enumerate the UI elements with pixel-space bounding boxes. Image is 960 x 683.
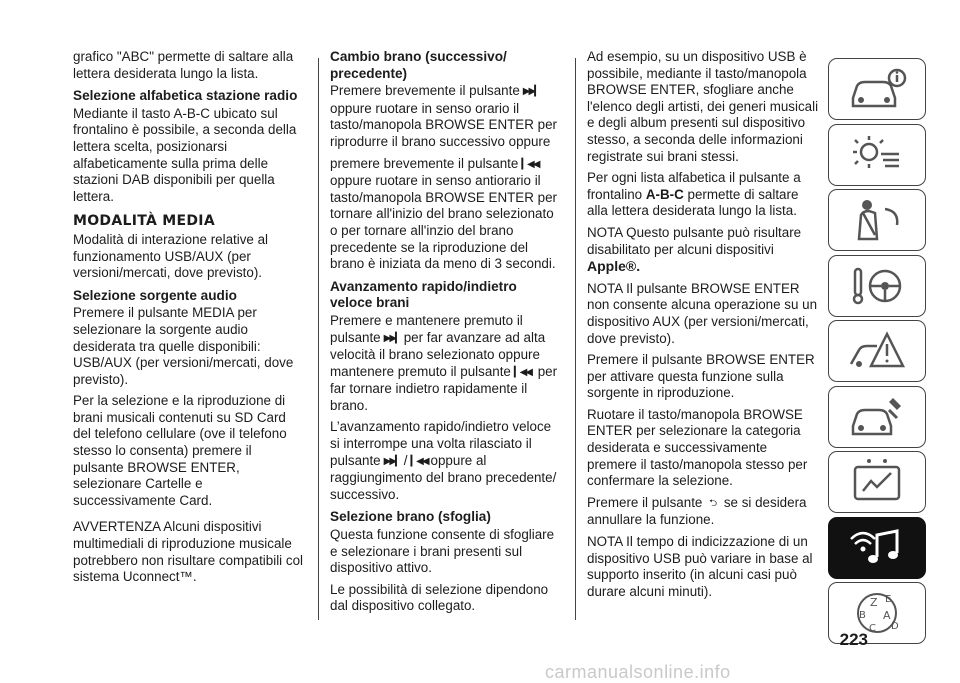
warning-triangle-car-icon xyxy=(845,326,909,376)
previous-track-icon: ▎◀◀ xyxy=(410,455,428,467)
car-info-icon xyxy=(845,64,909,114)
text: Premere e mantenere premuto il xyxy=(330,312,523,328)
previous-track-icon: ▎◀◀ xyxy=(513,366,531,378)
text: pulsante xyxy=(330,329,381,345)
svg-text:D: D xyxy=(891,621,899,632)
paragraph: grafico "ABC" permette di saltare alla lettera desiderata lungo la lista. xyxy=(73,49,294,81)
paragraph: NOTA Il tempo di indicizzazione di un dispositivo USB può variare in base al supporto inserito (in alcuni casi può durare alcuni minuti). xyxy=(587,534,813,599)
paragraph: Premere il pulsante MEDIA per selezionare la sorgente audio desiderata tra quelle disponibili: USB/AUX (per versioni/mercati, dove previsto). xyxy=(73,305,294,387)
steering-wheel-key-icon xyxy=(845,261,909,311)
text: oppure ruotare in senso orario il tasto/manopola BROWSE ENTER per riprodurre il brano successivo oppure xyxy=(330,100,557,149)
tab-multimedia[interactable] xyxy=(828,517,926,579)
text: Premere brevemente il pulsante xyxy=(330,83,520,99)
heading-avanzamento-rapido: Avanzamento rapido/indietro veloce brani xyxy=(330,278,517,311)
text-column-3 xyxy=(587,49,819,605)
paragraph: Modalità di interazione relative al funzionamento USB/AUX (per versioni/mercati, dove previsto). xyxy=(73,231,269,281)
column-divider xyxy=(318,58,319,620)
heading-selezione-sorgente: Selezione sorgente audio xyxy=(73,287,237,303)
paragraph xyxy=(587,170,819,220)
svg-text:E: E xyxy=(885,594,892,605)
text: L’avanzamento rapido/indietro veloce si interrompe una volta xyxy=(330,419,552,452)
seatbelt-airbag-icon xyxy=(845,195,909,245)
tab-technical-data[interactable] xyxy=(828,451,926,513)
svg-text:A: A xyxy=(883,609,891,622)
tab-emergency[interactable] xyxy=(828,320,926,382)
abc-key-label: A-B-C xyxy=(645,186,684,202)
paragraph: Ad esempio, su un dispositivo USB è possibile, mediante il tasto/manopola BROWSE ENTER, sfogliare anche l'elenco degli artisti, dei generi musicali e degli album presenti sul dispositivo stesso, a seconda delle informazioni registrate sui brani stessi. xyxy=(587,49,819,164)
text: NOTA Questo pulsante può risultare disabilitato per alcuni dispositivi xyxy=(587,224,802,257)
svg-text:C: C xyxy=(869,623,876,634)
heading-selezione-alfabetica: Selezione alfabetica stazione radio xyxy=(73,88,298,104)
tab-dashboard[interactable] xyxy=(828,58,926,120)
text: permette di saltare alla lettera desiderata lungo la lista. xyxy=(587,186,799,219)
tab-lights[interactable] xyxy=(828,124,926,186)
svg-text:B: B xyxy=(859,610,866,621)
paragraph xyxy=(330,83,562,150)
next-track-icon: ▶▶▎ xyxy=(522,86,540,98)
tab-maintenance[interactable] xyxy=(828,386,926,448)
paragraph xyxy=(587,495,819,529)
paragraph: Mediante il tasto A-B-C ubicato sul frontalino è possibile, a seconda della lettera scelta, posizionarsi alfabeticamente sulla prima delle stazioni DAB disponibili per quella lettera. xyxy=(73,105,297,204)
chapter-tabs xyxy=(828,58,926,648)
multimedia-note-icon xyxy=(845,523,909,573)
text: oppure ruotare in senso antiorario il tasto/manopola BROWSE ENTER per tornare all'inizio del brano selezionato o per tornare all'inzio del brano precedente se la riproduzione del brano è iniziata da meno di 3 secondi. xyxy=(330,173,557,272)
text: oppure al raggiungimento del brano precedente/ successivo. xyxy=(330,452,557,502)
heading-cambio-brano: Cambio brano (successivo/ precedente) xyxy=(330,49,507,81)
text: rilasciato il pulsante xyxy=(330,436,532,468)
tab-safety[interactable] xyxy=(828,189,926,251)
page-number: 223 xyxy=(839,630,868,649)
text: / xyxy=(403,452,408,468)
paragraph: Le possibilità di selezione dipendono dal dispositivo collegato. xyxy=(330,581,549,614)
technical-data-icon xyxy=(845,457,909,507)
previous-track-icon: ▎◀◀ xyxy=(521,158,539,170)
paragraph xyxy=(330,156,562,273)
avvertenza-note: AVVERTENZA Alcuni dispositivi multimediali di riproduzione musicale potrebbero non risultare compatibili col sistema Uconnect™. xyxy=(73,519,303,585)
car-maintenance-icon xyxy=(845,392,909,442)
next-track-icon: ▶▶▎ xyxy=(383,332,401,344)
paragraph xyxy=(587,225,819,276)
column-divider xyxy=(575,58,576,620)
paragraph: Ruotare il tasto/manopola BROWSE ENTER per selezionare la categoria desiderata e successivamente premere il tasto/manopola stesso per confermare la selezione. xyxy=(587,406,808,489)
paragraph: Premere il pulsante BROWSE ENTER per attivare questa funzione sulla sorgente in riproduzione. xyxy=(587,352,815,401)
svg-text:Z: Z xyxy=(870,596,878,609)
next-track-icon: ▶▶▎ xyxy=(383,455,401,467)
text: premere brevemente il pulsante xyxy=(330,155,519,171)
text: mantenere premuto il pulsante xyxy=(330,363,511,379)
apple-label: Apple®. xyxy=(587,258,641,275)
paragraph xyxy=(330,313,562,415)
back-icon: ⮌ xyxy=(709,497,718,509)
text: se si desidera annullare la funzione. xyxy=(587,494,807,528)
paragraph: Per la selezione e la riproduzione di brani musicali contenuti su SD Card del telefono cellulare (ove il telefono stesso lo consenta) premere il pulsante BROWSE ENTER, selezionare Cartelle e successivamente Card. xyxy=(73,393,287,508)
text-column-1 xyxy=(73,49,305,591)
heading-selezione-brano: Selezione brano (sfoglia) xyxy=(330,509,491,525)
text-column-2 xyxy=(330,49,562,620)
heading-modalita-media: MODALITÀ MEDIA xyxy=(73,213,215,230)
text: per far tornare indietro rapidamente il brano. xyxy=(330,363,558,413)
text: Premere il pulsante xyxy=(587,494,703,510)
tab-driving[interactable] xyxy=(828,255,926,317)
paragraph xyxy=(330,419,562,503)
paragraph: NOTA Il pulsante BROWSE ENTER non consente alcuna operazione su un dispositivo AUX (per versioni/mercati, dove previsto). xyxy=(587,280,818,346)
watermark: carmanualsonline.info xyxy=(545,662,731,682)
text: Per ogni lista alfabetica il pulsante a frontalino xyxy=(587,170,801,202)
text: per far avanzare ad alta velocità il brano selezionato oppure xyxy=(330,329,546,363)
light-control-icon xyxy=(845,130,909,180)
paragraph: Questa funzione consente di sfogliare e selezionare i brani presenti sul dispositivo attivo. xyxy=(330,527,555,576)
